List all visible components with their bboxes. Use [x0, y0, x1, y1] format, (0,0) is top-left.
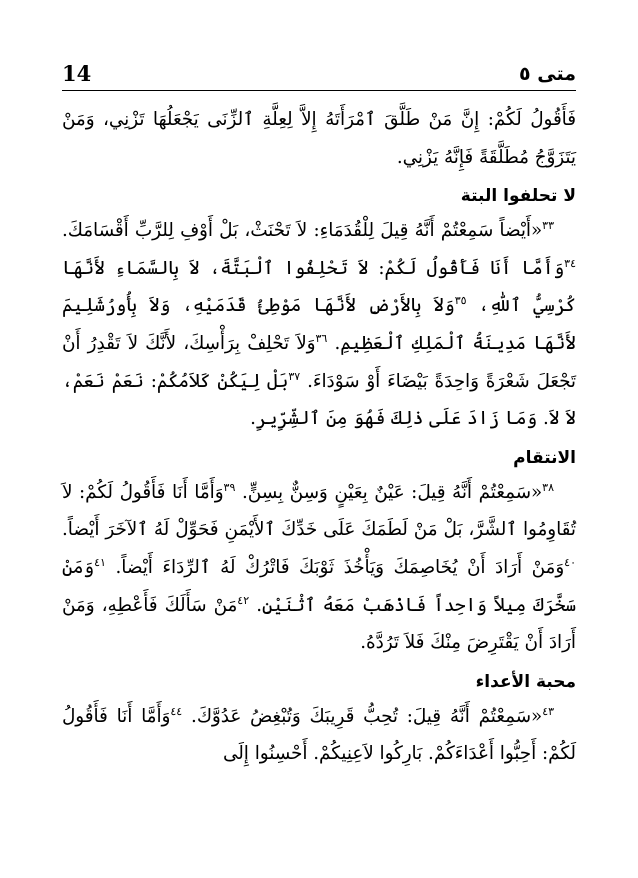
- verse-text: «أَيْضاً سَمِعْتُمْ أَنَّهُ قِيلَ لِلْقُدَمَاءِ: لاَ تَحْنَثْ، بَلْ أَوْفِ لِلرَّبِّ أَقْسَامَكَ.: [62, 220, 543, 242]
- section-title-love-enemies: محبة الأعداء: [475, 671, 576, 692]
- verse-number: ٣٦: [315, 331, 328, 345]
- paragraph-oaths: [62, 212, 576, 438]
- verse-text: وَلاَ تَحْلِفْ بِرَأْسِكَ، لأَنَّكَ لاَ تَقْدِرُ أَنْ تَجْعَلَ شَعْرَةً وَاحِدَةً بَيْضَاءَ أَوْ سَوْدَاءَ.: [62, 332, 576, 392]
- verse-text: وَأَمَّا أَنَا فَأَقُولُ لَكُمْ: لاَ تُقَاوِمُوا ٱلشَّرَّ، بَلْ مَنْ لَطَمَكَ عَلَى خَدِّكَ ٱلأَيْمَنِ فَحَوِّلْ لَهُ ٱلآخَرَ أَيْضاً.: [62, 481, 576, 541]
- verse-text: «سَمِعْتُمْ أَنَّهُ قِيلَ: تُحِبُّ قَرِيبَكَ وَتُبْغِضُ عَدُوَّكَ.: [182, 705, 543, 727]
- verse-number: ٤٠: [564, 555, 576, 569]
- verse-text: وَمَنْ أَرَادَ أَنْ يُخَاصِمَكَ وَيَأْخُذَ ثَوْبَكَ فَاتْرُكْ لَهُ ٱلرِّدَاءَ أَيْضاً.: [105, 556, 565, 578]
- section-title-oaths: لا تحلفوا البتة: [460, 186, 576, 207]
- verse-text: بَلْ لِيَكُنْ كَلاَمُكُمْ: نَعَمْ نَعَمْ، لاَ لاَ. وَمَا زَادَ عَلَى ذٰلِكَ فَهُوَ مِنَ ٱلشِّرِّيرِ.: [62, 370, 576, 430]
- verse-text: وَلاَ بِالأَرْضِ لأَنَّهَا مَوْطِئُ قَدَمَيْهِ، وَلاَ بِأُورُشَلِيمَ لأَنَّهَا مَدِينَةُ ٱلْمَلِكِ ٱلْعَظِيمِ.: [62, 295, 576, 354]
- verse-number: ٤٤: [170, 704, 183, 718]
- verse-number: ٣٤: [564, 256, 576, 270]
- running-head: متى ٥: [519, 63, 576, 85]
- verse-number: ٣٥: [454, 294, 467, 308]
- verse-text: وَمَنْ سَخَّرَكَ مِيلاً وَاحِداً فَاذْهَبْ مَعَهُ ٱثْنَيْنِ.: [62, 556, 576, 616]
- verse-number: ٣٧: [288, 369, 301, 383]
- verse-text: «سَمِعْتُمْ أَنَّهُ قِيلَ: عَيْنٌ بِعَيْنٍ وَسِنٌّ بِسِنٍّ.: [235, 481, 543, 503]
- verse-number: ٣٣: [542, 219, 554, 233]
- verse-text: مَنْ سَأَلَكَ فَأَعْطِهِ، وَمَنْ أَرَادَ أَنْ يَقْتَرِضَ مِنْكَ فَلاَ تَرُدَّهُ.: [62, 594, 576, 654]
- verse-number: ٤٣: [542, 704, 555, 718]
- page-header: [62, 52, 576, 91]
- verse-text: وَأَمَّا أَنَا فَأَقُولُ لَكُمْ: لاَ تَحْلِفُوا ٱلْبَتَّةَ، لاَ بِالسَّمَاءِ لأَنَّهَا كُرْسِيُّ ٱللّٰهِ،: [62, 257, 576, 317]
- continuation-paragraph: فَأَقُولُ لَكُمْ: إِنَّ مَنْ طَلَّقَ ٱمْرَأَتَهُ إِلاَّ لِعِلَّةِ ٱلزِّنَى يَجْعَلُهَا تَزْنِي، وَمَنْ يَتَزَوَّجُ مُطَلَّقَةً فَإِنَّهُ يَزْنِي.: [62, 109, 576, 168]
- verse-text: وَأَمَّا أَنَا فَأَقُولُ لَكُمْ: أَحِبُّوا أَعْدَاءَكُمْ. بَارِكُوا لاَعِنِيكُمْ. أَحْسِنُوا إِلَى: [62, 705, 576, 765]
- paragraph-love-enemies: [62, 698, 576, 773]
- verse-number: ٣٩: [223, 480, 236, 494]
- verse-number: ٤١: [94, 555, 106, 569]
- verse-number: ٣٨: [542, 480, 554, 494]
- paragraph-retaliation: [62, 474, 576, 662]
- section-title-retaliation: الانتقام: [513, 447, 576, 468]
- verse-number: ٤٢: [237, 593, 250, 607]
- page-number: 14: [62, 61, 92, 86]
